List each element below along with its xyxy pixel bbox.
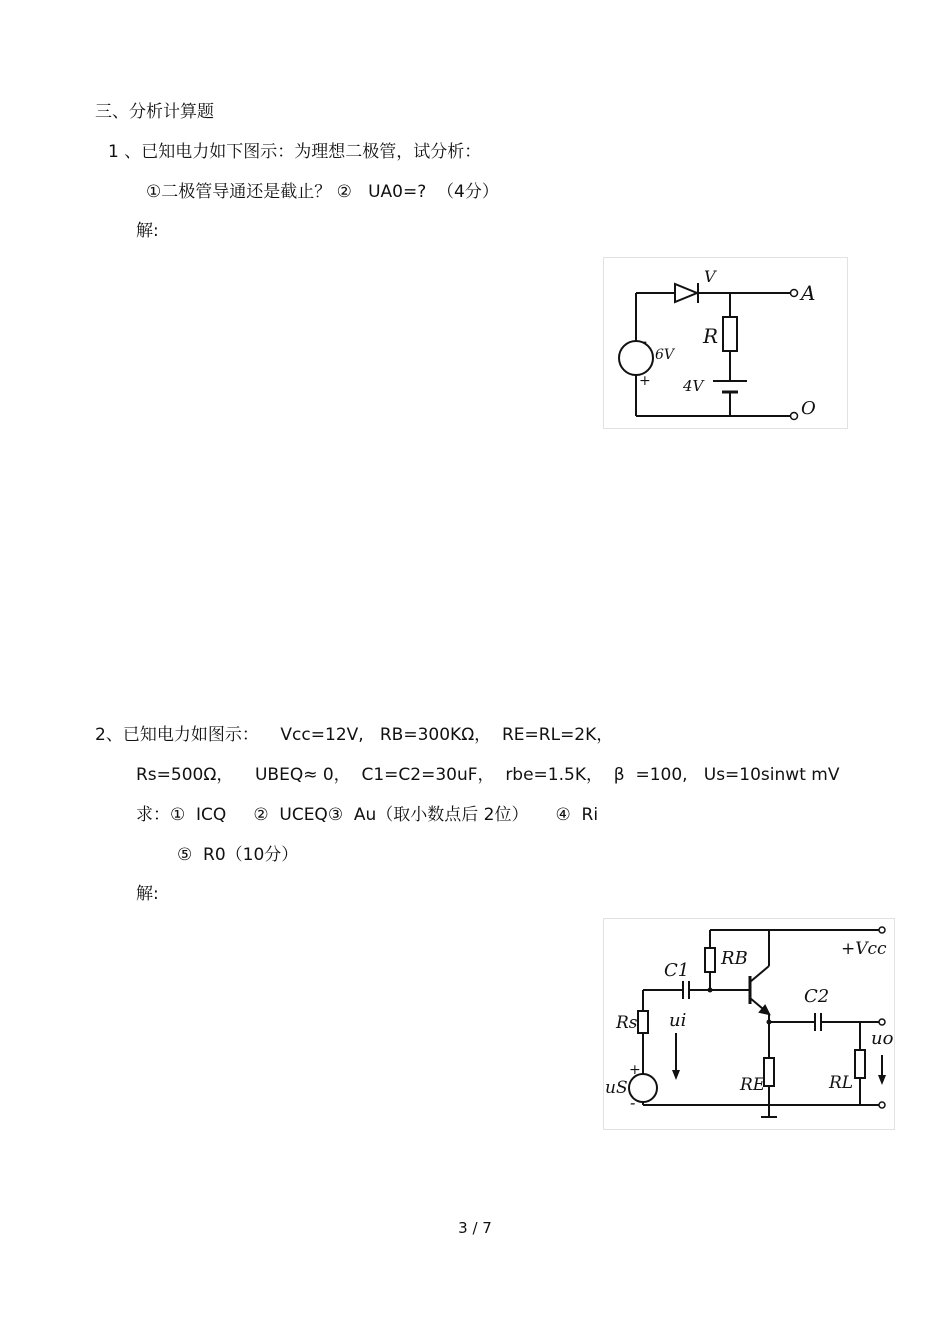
q1-ask: ①二极管导通还是截止？ ② UA0=? （4分） xyxy=(146,182,499,202)
q1-answer-label: 解: xyxy=(136,221,159,241)
rl-label: RL xyxy=(829,1073,854,1093)
us-minus-label: - xyxy=(630,1093,636,1112)
q2-circuit-diagram xyxy=(603,918,895,1130)
source-plus-label: + xyxy=(639,373,651,389)
terminal-o-label: O xyxy=(801,398,816,419)
source-value-label: 6V xyxy=(655,347,675,363)
q2-params: Rs=500Ω， UBEQ≈ 0， C1=C2=30uF， rbe=1.5K， β =100, Us=10sinwt mV xyxy=(136,765,840,785)
ui-label: ui xyxy=(669,1010,687,1031)
q1-circuit-figure xyxy=(603,257,848,429)
q2-stem: 2、已知电力如图示： Vcc=12V, RB=300KΩ， RE=RL=2K， xyxy=(95,725,614,745)
source-minus-label: - xyxy=(641,331,648,352)
section-title: 三、分析计算题 xyxy=(95,102,214,122)
c1-label: C1 xyxy=(664,960,690,981)
q2-ask-line1: 求：① ICQ ② UCEQ③ Au（取小数点后 2位） ④ Ri xyxy=(136,805,599,825)
battery-value-label: 4V xyxy=(683,377,704,395)
q2-circuit-figure xyxy=(603,918,895,1130)
q1-circuit-diagram xyxy=(603,257,848,429)
rb-label: RB xyxy=(721,948,748,969)
q2-ask-line2: ⑤ R0（10分） xyxy=(177,845,299,865)
us-plus-label: + xyxy=(629,1062,641,1078)
vcc-label: +Vcc xyxy=(841,939,887,959)
terminal-a-label: A xyxy=(801,281,816,305)
page-number: 3 / 7 xyxy=(458,1219,492,1237)
q1-stem: 1 、已知电力如下图示：为理想二极管，试分析： xyxy=(108,142,482,162)
rs-label: Rs xyxy=(616,1013,638,1033)
re-label: RE xyxy=(740,1075,766,1095)
c2-label: C2 xyxy=(804,986,830,1007)
resistor-label: R xyxy=(703,324,719,348)
us-label: uS xyxy=(605,1078,628,1098)
uo-label: uo xyxy=(871,1028,894,1049)
q2-answer-label: 解: xyxy=(136,884,159,904)
diode-label: V xyxy=(704,267,716,286)
